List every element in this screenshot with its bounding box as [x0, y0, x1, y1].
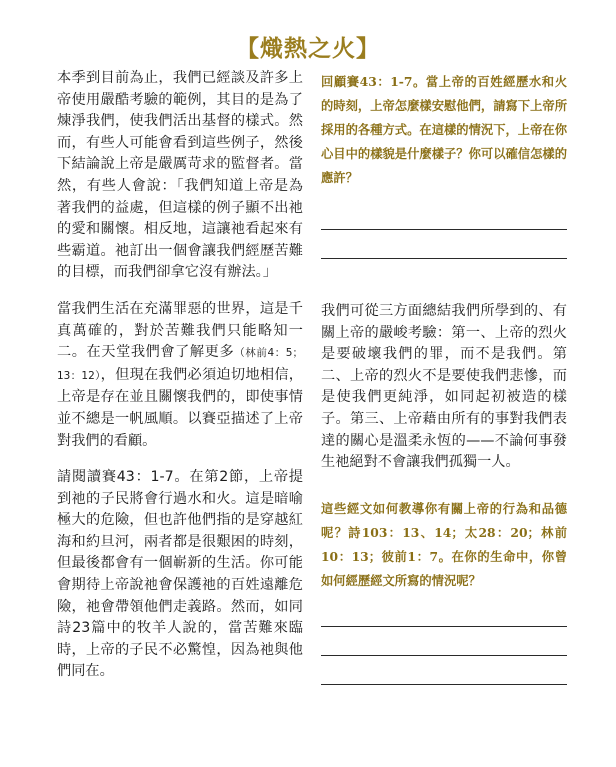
paragraph-suffering: [57, 299, 303, 452]
scripture-reference: （林前4：5；13：12）: [57, 347, 303, 382]
answer-line[interactable]: [321, 258, 567, 259]
paragraph-suffering-part2: ，但現在我們必須迫切地相信，上帝是存在並且關懷我們的，即使事情並不總是一帆風順。以賽亞描述了上帝對我們的看顧。: [57, 366, 303, 449]
paragraph-isaiah: 請閱讀賽43：1-7。在第2節，上帝提到祂的子民將會行過水和火。這是暗喻極大的危險，但也許他們指的是穿越紅海和約旦河，兩者都是很艱困的時刻，但最後都會有一個嶄新的生活。你可能會期待上帝說祂會保護祂的百姓遠離危險，祂會帶領他們走義路。然而，如同詩23篇中的牧羊人說的，當苦難來臨時，上帝的子民不必驚惶，因為祂與他們同在。: [57, 469, 303, 680]
paragraph-suffering-part1: 當我們生活在充滿罪惡的世界，這是千真萬確的，對於苦難我們只能略知一二。在天堂我們會了解更多: [57, 300, 303, 361]
answer-lines-2: [321, 626, 567, 713]
answer-lines-1: [321, 229, 567, 287]
answer-line[interactable]: [321, 626, 567, 627]
answer-line[interactable]: [321, 684, 567, 685]
question-2: 這些經文如何教導你有關上帝的行為和品德呢？詩103：13、14；太28：20；林前10：13；彼前1：7。在你的生命中，你曾如何經歷經文所寫的情況呢？: [321, 501, 567, 588]
answer-line[interactable]: [321, 229, 567, 230]
paragraph-intro: 本季到目前為止，我們已經談及許多上帝使用嚴酷考驗的範例，其目的是為了煉淨我們，使我們活出基督的樣式。然而，有些人可能會看到這些例子，然後下結論說上帝是嚴厲苛求的監督者。當然，有些人會說：「我們知道上帝是為著我們的益處，但這樣的例子顯不出祂的愛和關懷。相反地，這讓祂看起來有些霸道。祂訂出一個會讓我們經歷苦難的目標，而我們卻拿它沒有辦法。」: [57, 70, 303, 281]
question-1: 回顧賽43：1-7。當上帝的百姓經歷水和火的時刻，上帝怎麼樣安慰他們，請寫下上帝所採用的各種方式。在這樣的情況下，上帝在你心目中的樣貌是什麼樣子？你可以確信怎樣的應許？: [321, 74, 567, 185]
answer-line[interactable]: [321, 655, 567, 656]
summary-paragraph: 我們可從三方面總結我們所學到的、有關上帝的嚴峻考驗：第一、上帝的烈火是要破壞我們的罪，而不是我們。第二、上帝的烈火不是要使我們悲慘，而是使我們更純淨，如同起初被造的樣子。第三、上帝藉由所有的事對我們表達的關心是溫柔永恆的——不論何事發生祂絕對不會讓我們孤獨一人。: [321, 303, 567, 471]
main-text-column: [57, 68, 303, 698]
page-title: 【熾熱之火】: [236, 35, 380, 62]
